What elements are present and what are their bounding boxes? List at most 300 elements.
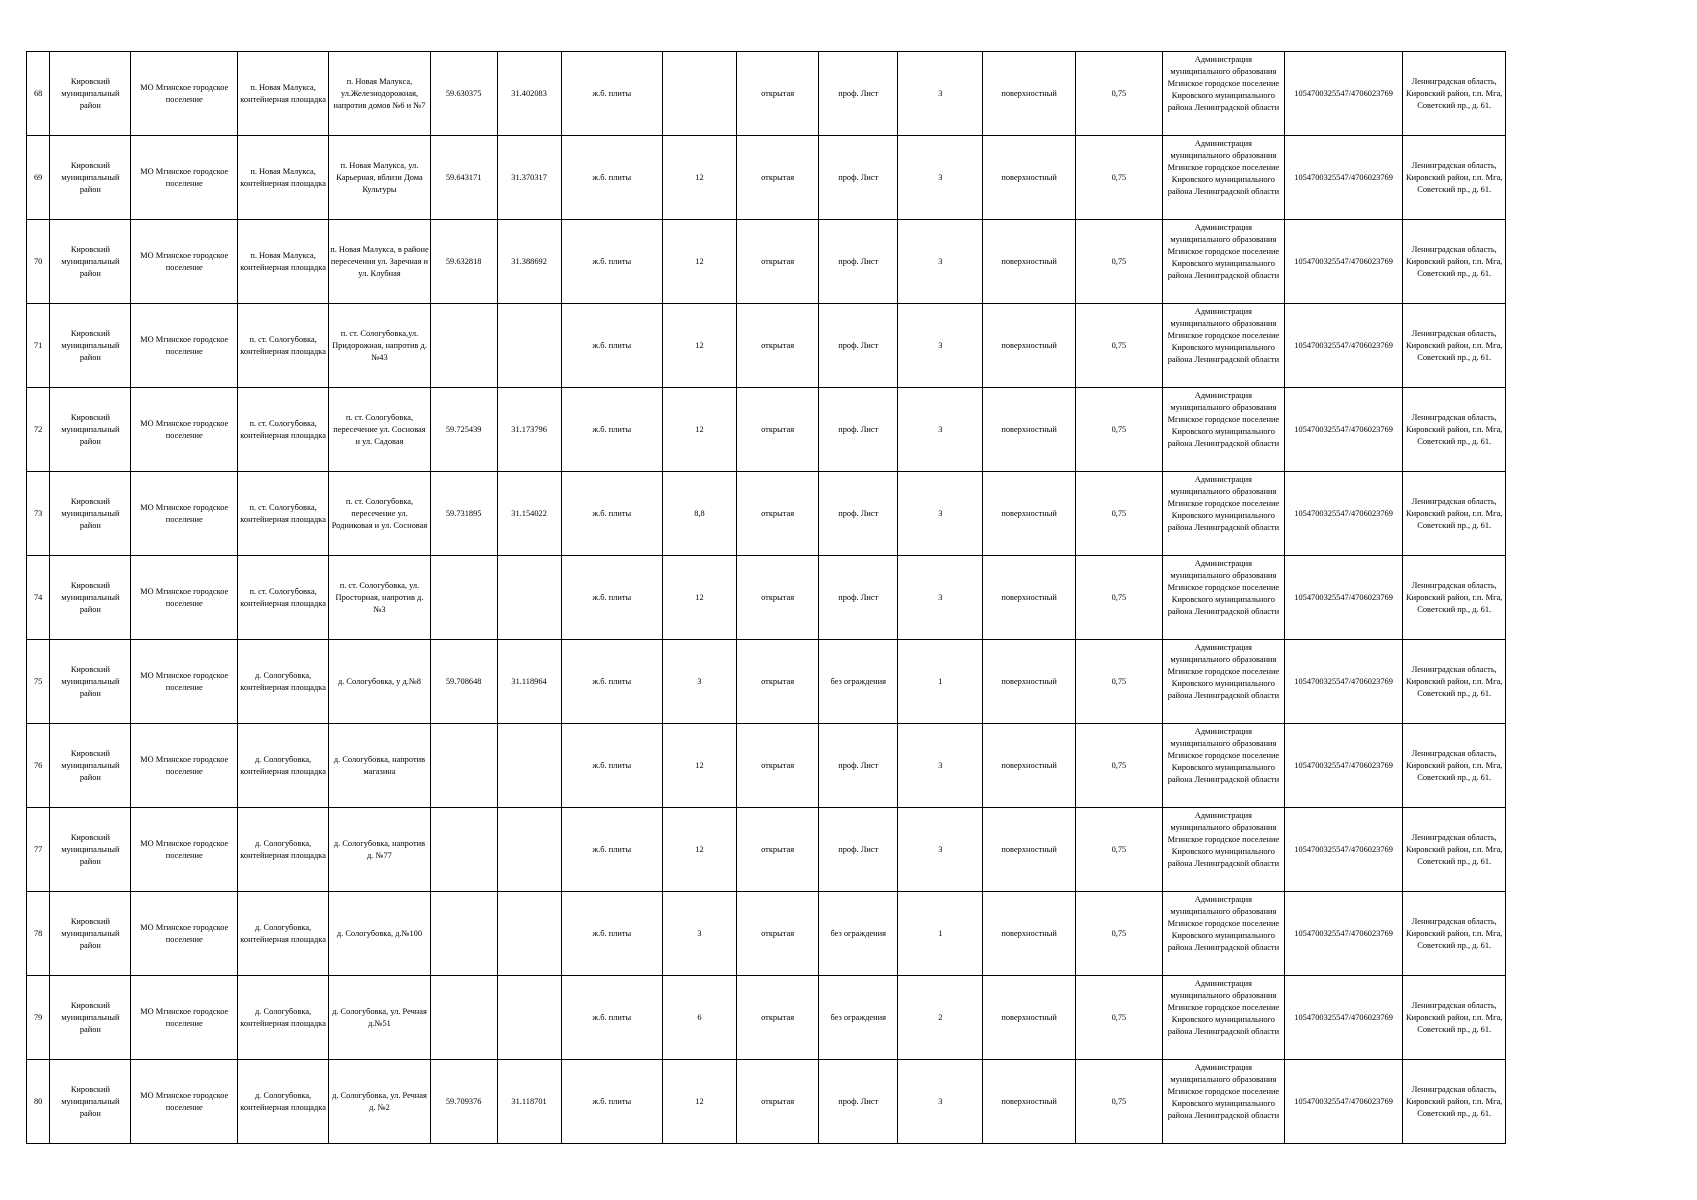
site-cell bbox=[237, 976, 328, 1060]
area-cell bbox=[662, 1060, 736, 1144]
ogrn-inn-cell bbox=[1284, 556, 1403, 640]
district-cell bbox=[50, 556, 131, 640]
site-type-cell-text bbox=[738, 88, 817, 100]
collection-method-cell-text bbox=[984, 928, 1073, 940]
container-count-cell-text bbox=[899, 592, 981, 604]
owner-cell-text bbox=[1164, 52, 1283, 135]
address-cell bbox=[329, 52, 430, 136]
site-cell-value: п. ст. Сологубовка, контейнерная площадка bbox=[240, 334, 326, 356]
owner-cell-value: Администрация муниципального образования Мгинское городское поселение Кировского муниципального района Ленинградской области bbox=[1167, 979, 1280, 1036]
owner-cell bbox=[1163, 640, 1285, 724]
owner-cell-value: Администрация муниципального образования Мгинское городское поселение Кировского муниципального района Ленинградской области bbox=[1167, 139, 1280, 196]
site-type-cell bbox=[737, 304, 819, 388]
address-cell bbox=[329, 136, 430, 220]
district-cell-value: Кировский муниципальный район bbox=[61, 1000, 120, 1034]
ogrn-inn-cell-value: 1054700325547/4706023769 bbox=[1294, 172, 1393, 182]
longitude-cell bbox=[497, 388, 561, 472]
longitude-cell-value: 31.388692 bbox=[511, 256, 547, 266]
site-cell bbox=[237, 304, 328, 388]
row-number-value: 76 bbox=[33, 760, 43, 770]
fence-cell-value: проф. Лист bbox=[838, 88, 879, 98]
container-volume-cell-text bbox=[1077, 1012, 1161, 1024]
owner-cell-value: Администрация муниципального образования Мгинское городское поселение Кировского муниципального района Ленинградской области bbox=[1167, 811, 1280, 868]
owner-cell-value: Администрация муниципального образования Мгинское городское поселение Кировского муниципального района Ленинградской области bbox=[1167, 223, 1280, 280]
latitude-cell-text bbox=[432, 88, 496, 100]
owner-address-cell bbox=[1403, 976, 1506, 1060]
fence-cell-text bbox=[820, 88, 896, 100]
owner-address-cell bbox=[1403, 556, 1506, 640]
ogrn-inn-cell bbox=[1284, 724, 1403, 808]
district-cell-value: Кировский муниципальный район bbox=[61, 916, 120, 950]
owner-cell-text bbox=[1164, 136, 1283, 219]
municipality-cell-value: МО Мгинское городское поселение bbox=[140, 166, 229, 188]
container-count-cell bbox=[898, 136, 983, 220]
longitude-cell bbox=[497, 976, 561, 1060]
address-cell-text bbox=[330, 244, 428, 280]
area-cell-text bbox=[664, 760, 735, 772]
district-cell-value: Кировский муниципальный район bbox=[61, 748, 120, 782]
latitude-cell bbox=[430, 724, 497, 808]
site-type-cell-text bbox=[738, 1012, 817, 1024]
longitude-cell bbox=[497, 556, 561, 640]
container-volume-cell-value: 0,75 bbox=[1111, 256, 1127, 266]
surface-cell bbox=[561, 808, 662, 892]
district-cell-text bbox=[51, 412, 129, 448]
address-cell-text bbox=[330, 928, 428, 940]
longitude-cell bbox=[497, 472, 561, 556]
municipality-cell bbox=[131, 976, 238, 1060]
container-volume-cell-text bbox=[1077, 676, 1161, 688]
surface-cell bbox=[561, 388, 662, 472]
latitude-cell bbox=[430, 304, 497, 388]
ogrn-inn-cell-text bbox=[1286, 340, 1402, 352]
municipality-cell bbox=[131, 388, 238, 472]
site-type-cell-text bbox=[738, 340, 817, 352]
surface-cell-value: ж.б. плиты bbox=[592, 676, 632, 686]
district-cell bbox=[50, 220, 131, 304]
owner-cell-text bbox=[1164, 640, 1283, 723]
container-count-cell bbox=[898, 52, 983, 136]
address-cell-value: п. ст. Сологубовка, пересечение ул. Родниковая и ул. Сосновая bbox=[331, 496, 428, 530]
fence-cell-value: проф. Лист bbox=[838, 340, 879, 350]
ogrn-inn-cell-text bbox=[1286, 424, 1402, 436]
collection-method-cell bbox=[983, 892, 1075, 976]
area-cell-text bbox=[664, 172, 735, 184]
district-cell bbox=[50, 304, 131, 388]
municipality-cell-value: МО Мгинское городское поселение bbox=[140, 922, 229, 944]
owner-cell bbox=[1163, 892, 1285, 976]
district-cell-value: Кировский муниципальный район bbox=[61, 328, 120, 362]
collection-method-cell-text bbox=[984, 340, 1073, 352]
area-cell-text bbox=[664, 592, 735, 604]
ogrn-inn-cell-text bbox=[1286, 676, 1402, 688]
fence-cell bbox=[819, 304, 898, 388]
container-count-cell-value: 3 bbox=[938, 172, 943, 182]
area-cell-text bbox=[664, 424, 735, 436]
latitude-cell-value: 59.632818 bbox=[445, 256, 482, 266]
table-row bbox=[27, 724, 1506, 808]
address-cell-value: д. Сологубовка, ул. Речная д.№51 bbox=[332, 1006, 427, 1028]
owner-address-cell-value: Ленинградская область, Кировский район, г.п. Мга, Советский пр., д. 61. bbox=[1406, 1000, 1503, 1034]
collection-method-cell bbox=[983, 388, 1075, 472]
container-count-cell bbox=[898, 220, 983, 304]
district-cell-value: Кировский муниципальный район bbox=[61, 1084, 120, 1118]
fence-cell-value: без ограждения bbox=[830, 676, 886, 686]
owner-cell bbox=[1163, 808, 1285, 892]
owner-address-cell bbox=[1403, 892, 1506, 976]
district-cell-text bbox=[51, 328, 129, 364]
owner-address-cell-value: Ленинградская область, Кировский район, г.п. Мга, Советский пр., д. 61. bbox=[1406, 916, 1503, 950]
table-row bbox=[27, 472, 1506, 556]
longitude-cell-value: 31.402083 bbox=[511, 88, 547, 98]
owner-address-cell-value: Ленинградская область, Кировский район, г.п. Мга, Советский пр., д. 61. bbox=[1406, 244, 1503, 278]
surface-cell bbox=[561, 1060, 662, 1144]
municipality-cell-text bbox=[132, 82, 236, 106]
owner-address-cell-text bbox=[1404, 160, 1504, 196]
surface-cell-value: ж.б. плиты bbox=[592, 928, 632, 938]
owner-address-cell-text bbox=[1404, 664, 1504, 700]
owner-address-cell-value: Ленинградская область, Кировский район, г.п. Мга, Советский пр., д. 61. bbox=[1406, 748, 1503, 782]
site-cell-text bbox=[239, 754, 327, 778]
site-type-cell bbox=[737, 724, 819, 808]
collection-method-cell-text bbox=[984, 760, 1073, 772]
row-number-text bbox=[28, 760, 48, 772]
site-cell-text bbox=[239, 334, 327, 358]
ogrn-inn-cell-text bbox=[1286, 760, 1402, 772]
container-count-cell bbox=[898, 304, 983, 388]
municipality-cell-value: МО Мгинское городское поселение bbox=[140, 586, 229, 608]
longitude-cell bbox=[497, 808, 561, 892]
area-cell bbox=[662, 472, 736, 556]
fence-cell bbox=[819, 976, 898, 1060]
collection-method-cell-text bbox=[984, 424, 1073, 436]
address-cell-text bbox=[330, 412, 428, 448]
table-row bbox=[27, 808, 1506, 892]
owner-address-cell-value: Ленинградская область, Кировский район, г.п. Мга, Советский пр., д. 61. bbox=[1406, 328, 1503, 362]
site-type-cell-value: открытая bbox=[761, 172, 795, 182]
ogrn-inn-cell-text bbox=[1286, 1096, 1402, 1108]
site-type-cell-text bbox=[738, 676, 817, 688]
table-row bbox=[27, 304, 1506, 388]
longitude-cell-text bbox=[499, 88, 560, 100]
area-cell-value: 12 bbox=[695, 256, 704, 266]
container-volume-cell bbox=[1075, 304, 1162, 388]
site-type-cell-value: открытая bbox=[761, 928, 795, 938]
fence-cell-value: проф. Лист bbox=[838, 508, 879, 518]
owner-address-cell-text bbox=[1404, 748, 1504, 784]
ogrn-inn-cell-text bbox=[1286, 172, 1402, 184]
area-cell-text bbox=[664, 1012, 735, 1024]
latitude-cell bbox=[430, 136, 497, 220]
municipality-cell-value: МО Мгинское городское поселение bbox=[140, 754, 229, 776]
surface-cell bbox=[561, 220, 662, 304]
site-cell-value: п. Новая Малукса, контейнерная площадка bbox=[240, 82, 326, 104]
municipality-cell-text bbox=[132, 418, 236, 442]
site-type-cell bbox=[737, 556, 819, 640]
site-type-cell-value: открытая bbox=[761, 676, 795, 686]
site-type-cell-text bbox=[738, 760, 817, 772]
collection-method-cell-value: поверхностный bbox=[1001, 844, 1057, 854]
collection-method-cell-value: поверхностный bbox=[1001, 172, 1057, 182]
area-cell bbox=[662, 808, 736, 892]
latitude-cell bbox=[430, 976, 497, 1060]
site-cell-text bbox=[239, 82, 327, 106]
address-cell-text bbox=[330, 754, 428, 778]
collection-method-cell bbox=[983, 472, 1075, 556]
latitude-cell bbox=[430, 220, 497, 304]
site-type-cell-text bbox=[738, 928, 817, 940]
collection-method-cell-value: поверхностный bbox=[1001, 760, 1057, 770]
latitude-cell-value: 59.731895 bbox=[445, 508, 482, 518]
fence-cell bbox=[819, 388, 898, 472]
container-count-cell bbox=[898, 472, 983, 556]
collection-method-cell-text bbox=[984, 508, 1073, 520]
fence-cell bbox=[819, 472, 898, 556]
ogrn-inn-cell-value: 1054700325547/4706023769 bbox=[1294, 508, 1393, 518]
site-cell-text bbox=[239, 1006, 327, 1030]
longitude-cell-text bbox=[499, 676, 560, 688]
district-cell-text bbox=[51, 1084, 129, 1120]
site-cell bbox=[237, 136, 328, 220]
collection-method-cell-text bbox=[984, 1012, 1073, 1024]
owner-cell bbox=[1163, 724, 1285, 808]
latitude-cell bbox=[430, 472, 497, 556]
area-cell-value: 12 bbox=[695, 1096, 704, 1106]
surface-cell-value: ж.б. плиты bbox=[592, 508, 632, 518]
area-cell-text bbox=[664, 508, 735, 520]
address-cell bbox=[329, 472, 430, 556]
container-count-cell bbox=[898, 892, 983, 976]
site-cell-value: д. Сологубовка, контейнерная площадка bbox=[240, 670, 326, 692]
row-number-value: 80 bbox=[33, 1096, 43, 1106]
row-number-value: 78 bbox=[33, 928, 43, 938]
site-cell-value: п. Новая Малукса, контейнерная площадка bbox=[240, 250, 326, 272]
fence-cell-text bbox=[820, 760, 896, 772]
area-cell bbox=[662, 52, 736, 136]
collection-method-cell bbox=[983, 808, 1075, 892]
fence-cell-text bbox=[820, 256, 896, 268]
longitude-cell bbox=[497, 892, 561, 976]
municipality-cell-value: МО Мгинское городское поселение bbox=[140, 1090, 229, 1112]
site-cell bbox=[237, 808, 328, 892]
site-type-cell-value: открытая bbox=[761, 760, 795, 770]
site-type-cell bbox=[737, 892, 819, 976]
surface-cell-value: ж.б. плиты bbox=[592, 1012, 632, 1022]
container-volume-cell-value: 0,75 bbox=[1111, 88, 1127, 98]
site-cell bbox=[237, 1060, 328, 1144]
owner-cell-text bbox=[1164, 1060, 1283, 1143]
address-cell-text bbox=[330, 160, 428, 196]
owner-cell-value: Администрация муниципального образования Мгинское городское поселение Кировского муниципального района Ленинградской области bbox=[1167, 895, 1280, 952]
row-number-value: 75 bbox=[33, 676, 43, 686]
container-count-cell-value: 3 bbox=[938, 424, 943, 434]
municipality-cell-text bbox=[132, 754, 236, 778]
surface-cell-text bbox=[563, 424, 661, 436]
address-cell-value: д. Сологубовка, напротив магазина bbox=[333, 754, 426, 776]
municipality-cell bbox=[131, 556, 238, 640]
municipality-cell-value: МО Мгинское городское поселение bbox=[140, 838, 229, 860]
collection-method-cell-value: поверхностный bbox=[1001, 928, 1057, 938]
site-type-cell-text bbox=[738, 424, 817, 436]
district-cell bbox=[50, 808, 131, 892]
row-number-value: 69 bbox=[33, 172, 43, 182]
municipality-cell-value: МО Мгинское городское поселение bbox=[140, 82, 229, 104]
container-count-cell bbox=[898, 556, 983, 640]
site-cell bbox=[237, 556, 328, 640]
district-cell bbox=[50, 640, 131, 724]
site-cell-value: д. Сологубовка, контейнерная площадка bbox=[240, 754, 326, 776]
row-number-value: 68 bbox=[33, 88, 43, 98]
ogrn-inn-cell bbox=[1284, 472, 1403, 556]
container-volume-cell-text bbox=[1077, 508, 1161, 520]
longitude-cell-value: 31.118701 bbox=[511, 1096, 547, 1106]
site-cell bbox=[237, 220, 328, 304]
ogrn-inn-cell bbox=[1284, 304, 1403, 388]
container-volume-cell-text bbox=[1077, 340, 1161, 352]
surface-cell-text bbox=[563, 508, 661, 520]
municipality-cell-value: МО Мгинское городское поселение bbox=[140, 418, 229, 440]
fence-cell bbox=[819, 640, 898, 724]
ogrn-inn-cell-text bbox=[1286, 844, 1402, 856]
container-count-cell-value: 3 bbox=[938, 508, 943, 518]
container-volume-cell bbox=[1075, 808, 1162, 892]
municipality-cell bbox=[131, 52, 238, 136]
address-cell bbox=[329, 220, 430, 304]
fence-cell-text bbox=[820, 676, 896, 688]
municipality-cell-text bbox=[132, 586, 236, 610]
ogrn-inn-cell-value: 1054700325547/4706023769 bbox=[1294, 1012, 1393, 1022]
site-type-cell bbox=[737, 976, 819, 1060]
ogrn-inn-cell bbox=[1284, 1060, 1403, 1144]
latitude-cell-text bbox=[432, 172, 496, 184]
municipality-cell bbox=[131, 304, 238, 388]
area-cell-value: 12 bbox=[695, 592, 704, 602]
owner-address-cell-value: Ленинградская область, Кировский район, г.п. Мга, Советский пр., д. 61. bbox=[1406, 664, 1503, 698]
table-row bbox=[27, 556, 1506, 640]
area-cell-value: 12 bbox=[695, 340, 704, 350]
latitude-cell-value: 59.708648 bbox=[445, 676, 482, 686]
fence-cell-value: без ограждения bbox=[830, 928, 886, 938]
collection-method-cell-value: поверхностный bbox=[1001, 592, 1057, 602]
area-cell bbox=[662, 136, 736, 220]
fence-cell-value: проф. Лист bbox=[838, 592, 879, 602]
row-number-text bbox=[28, 592, 48, 604]
collection-method-cell bbox=[983, 724, 1075, 808]
ogrn-inn-cell bbox=[1284, 640, 1403, 724]
longitude-cell-value: 31.154022 bbox=[511, 508, 547, 518]
container-volume-cell bbox=[1075, 1060, 1162, 1144]
longitude-cell-text bbox=[499, 508, 560, 520]
container-volume-cell bbox=[1075, 220, 1162, 304]
area-cell bbox=[662, 640, 736, 724]
container-count-cell-value: 3 bbox=[938, 760, 943, 770]
collection-method-cell-text bbox=[984, 172, 1073, 184]
site-cell-value: п. Новая Малукса, контейнерная площадка bbox=[240, 166, 326, 188]
latitude-cell bbox=[430, 1060, 497, 1144]
container-count-cell-text bbox=[899, 760, 981, 772]
ogrn-inn-cell-text bbox=[1286, 88, 1402, 100]
register-sheet bbox=[26, 51, 1506, 1144]
owner-cell-value: Администрация муниципального образования Мгинское городское поселение Кировского муниципального района Ленинградской области bbox=[1167, 727, 1280, 784]
surface-cell-value: ж.б. плиты bbox=[592, 1096, 632, 1106]
row-number bbox=[27, 724, 50, 808]
owner-cell-text bbox=[1164, 220, 1283, 303]
district-cell bbox=[50, 388, 131, 472]
row-number-text bbox=[28, 424, 48, 436]
container-volume-cell-value: 0,75 bbox=[1111, 1012, 1127, 1022]
owner-cell-value: Администрация муниципального образования Мгинское городское поселение Кировского муниципального района Ленинградской области bbox=[1167, 391, 1280, 448]
container-count-cell bbox=[898, 724, 983, 808]
municipality-cell-text bbox=[132, 502, 236, 526]
district-cell-value: Кировский муниципальный район bbox=[61, 160, 120, 194]
latitude-cell-text bbox=[432, 1096, 496, 1108]
owner-address-cell-text bbox=[1404, 580, 1504, 616]
latitude-cell-text bbox=[432, 256, 496, 268]
collection-method-cell bbox=[983, 640, 1075, 724]
container-count-cell-text bbox=[899, 928, 981, 940]
container-volume-cell-value: 0,75 bbox=[1111, 340, 1127, 350]
container-volume-cell-text bbox=[1077, 424, 1161, 436]
site-type-cell bbox=[737, 220, 819, 304]
row-number-value: 71 bbox=[33, 340, 43, 350]
area-cell-text bbox=[664, 676, 735, 688]
address-cell bbox=[329, 808, 430, 892]
container-volume-cell-value: 0,75 bbox=[1111, 172, 1127, 182]
site-type-cell bbox=[737, 640, 819, 724]
site-type-cell bbox=[737, 808, 819, 892]
row-number-text bbox=[28, 88, 48, 100]
site-type-cell-text bbox=[738, 844, 817, 856]
site-type-cell-text bbox=[738, 172, 817, 184]
row-number bbox=[27, 472, 50, 556]
collection-method-cell bbox=[983, 136, 1075, 220]
row-number bbox=[27, 1060, 50, 1144]
address-cell-text bbox=[330, 328, 428, 364]
row-number-text bbox=[28, 844, 48, 856]
container-count-cell-value: 3 bbox=[938, 844, 943, 854]
owner-address-cell bbox=[1403, 724, 1506, 808]
ogrn-inn-cell bbox=[1284, 136, 1403, 220]
fence-cell-text bbox=[820, 508, 896, 520]
municipality-cell bbox=[131, 808, 238, 892]
container-count-cell bbox=[898, 808, 983, 892]
ogrn-inn-cell-value: 1054700325547/4706023769 bbox=[1294, 676, 1393, 686]
row-number-value: 70 bbox=[33, 256, 43, 266]
container-count-cell bbox=[898, 1060, 983, 1144]
table-row bbox=[27, 976, 1506, 1060]
collection-method-cell-value: поверхностный bbox=[1001, 1096, 1057, 1106]
surface-cell-text bbox=[563, 676, 661, 688]
collection-method-cell-text bbox=[984, 1096, 1073, 1108]
collection-method-cell-text bbox=[984, 676, 1073, 688]
row-number-text bbox=[28, 928, 48, 940]
fence-cell-text bbox=[820, 1096, 896, 1108]
owner-cell bbox=[1163, 304, 1285, 388]
collection-method-cell-text bbox=[984, 256, 1073, 268]
owner-cell-text bbox=[1164, 304, 1283, 387]
ogrn-inn-cell bbox=[1284, 52, 1403, 136]
owner-address-cell-value: Ленинградская область, Кировский район, г.п. Мга, Советский пр., д. 61. bbox=[1406, 160, 1503, 194]
district-cell-text bbox=[51, 832, 129, 868]
fence-cell bbox=[819, 724, 898, 808]
municipality-cell bbox=[131, 724, 238, 808]
container-volume-cell-text bbox=[1077, 88, 1161, 100]
container-count-cell-value: 3 bbox=[938, 592, 943, 602]
surface-cell-text bbox=[563, 1012, 661, 1024]
table-row bbox=[27, 52, 1506, 136]
site-cell bbox=[237, 52, 328, 136]
site-type-cell-text bbox=[738, 592, 817, 604]
